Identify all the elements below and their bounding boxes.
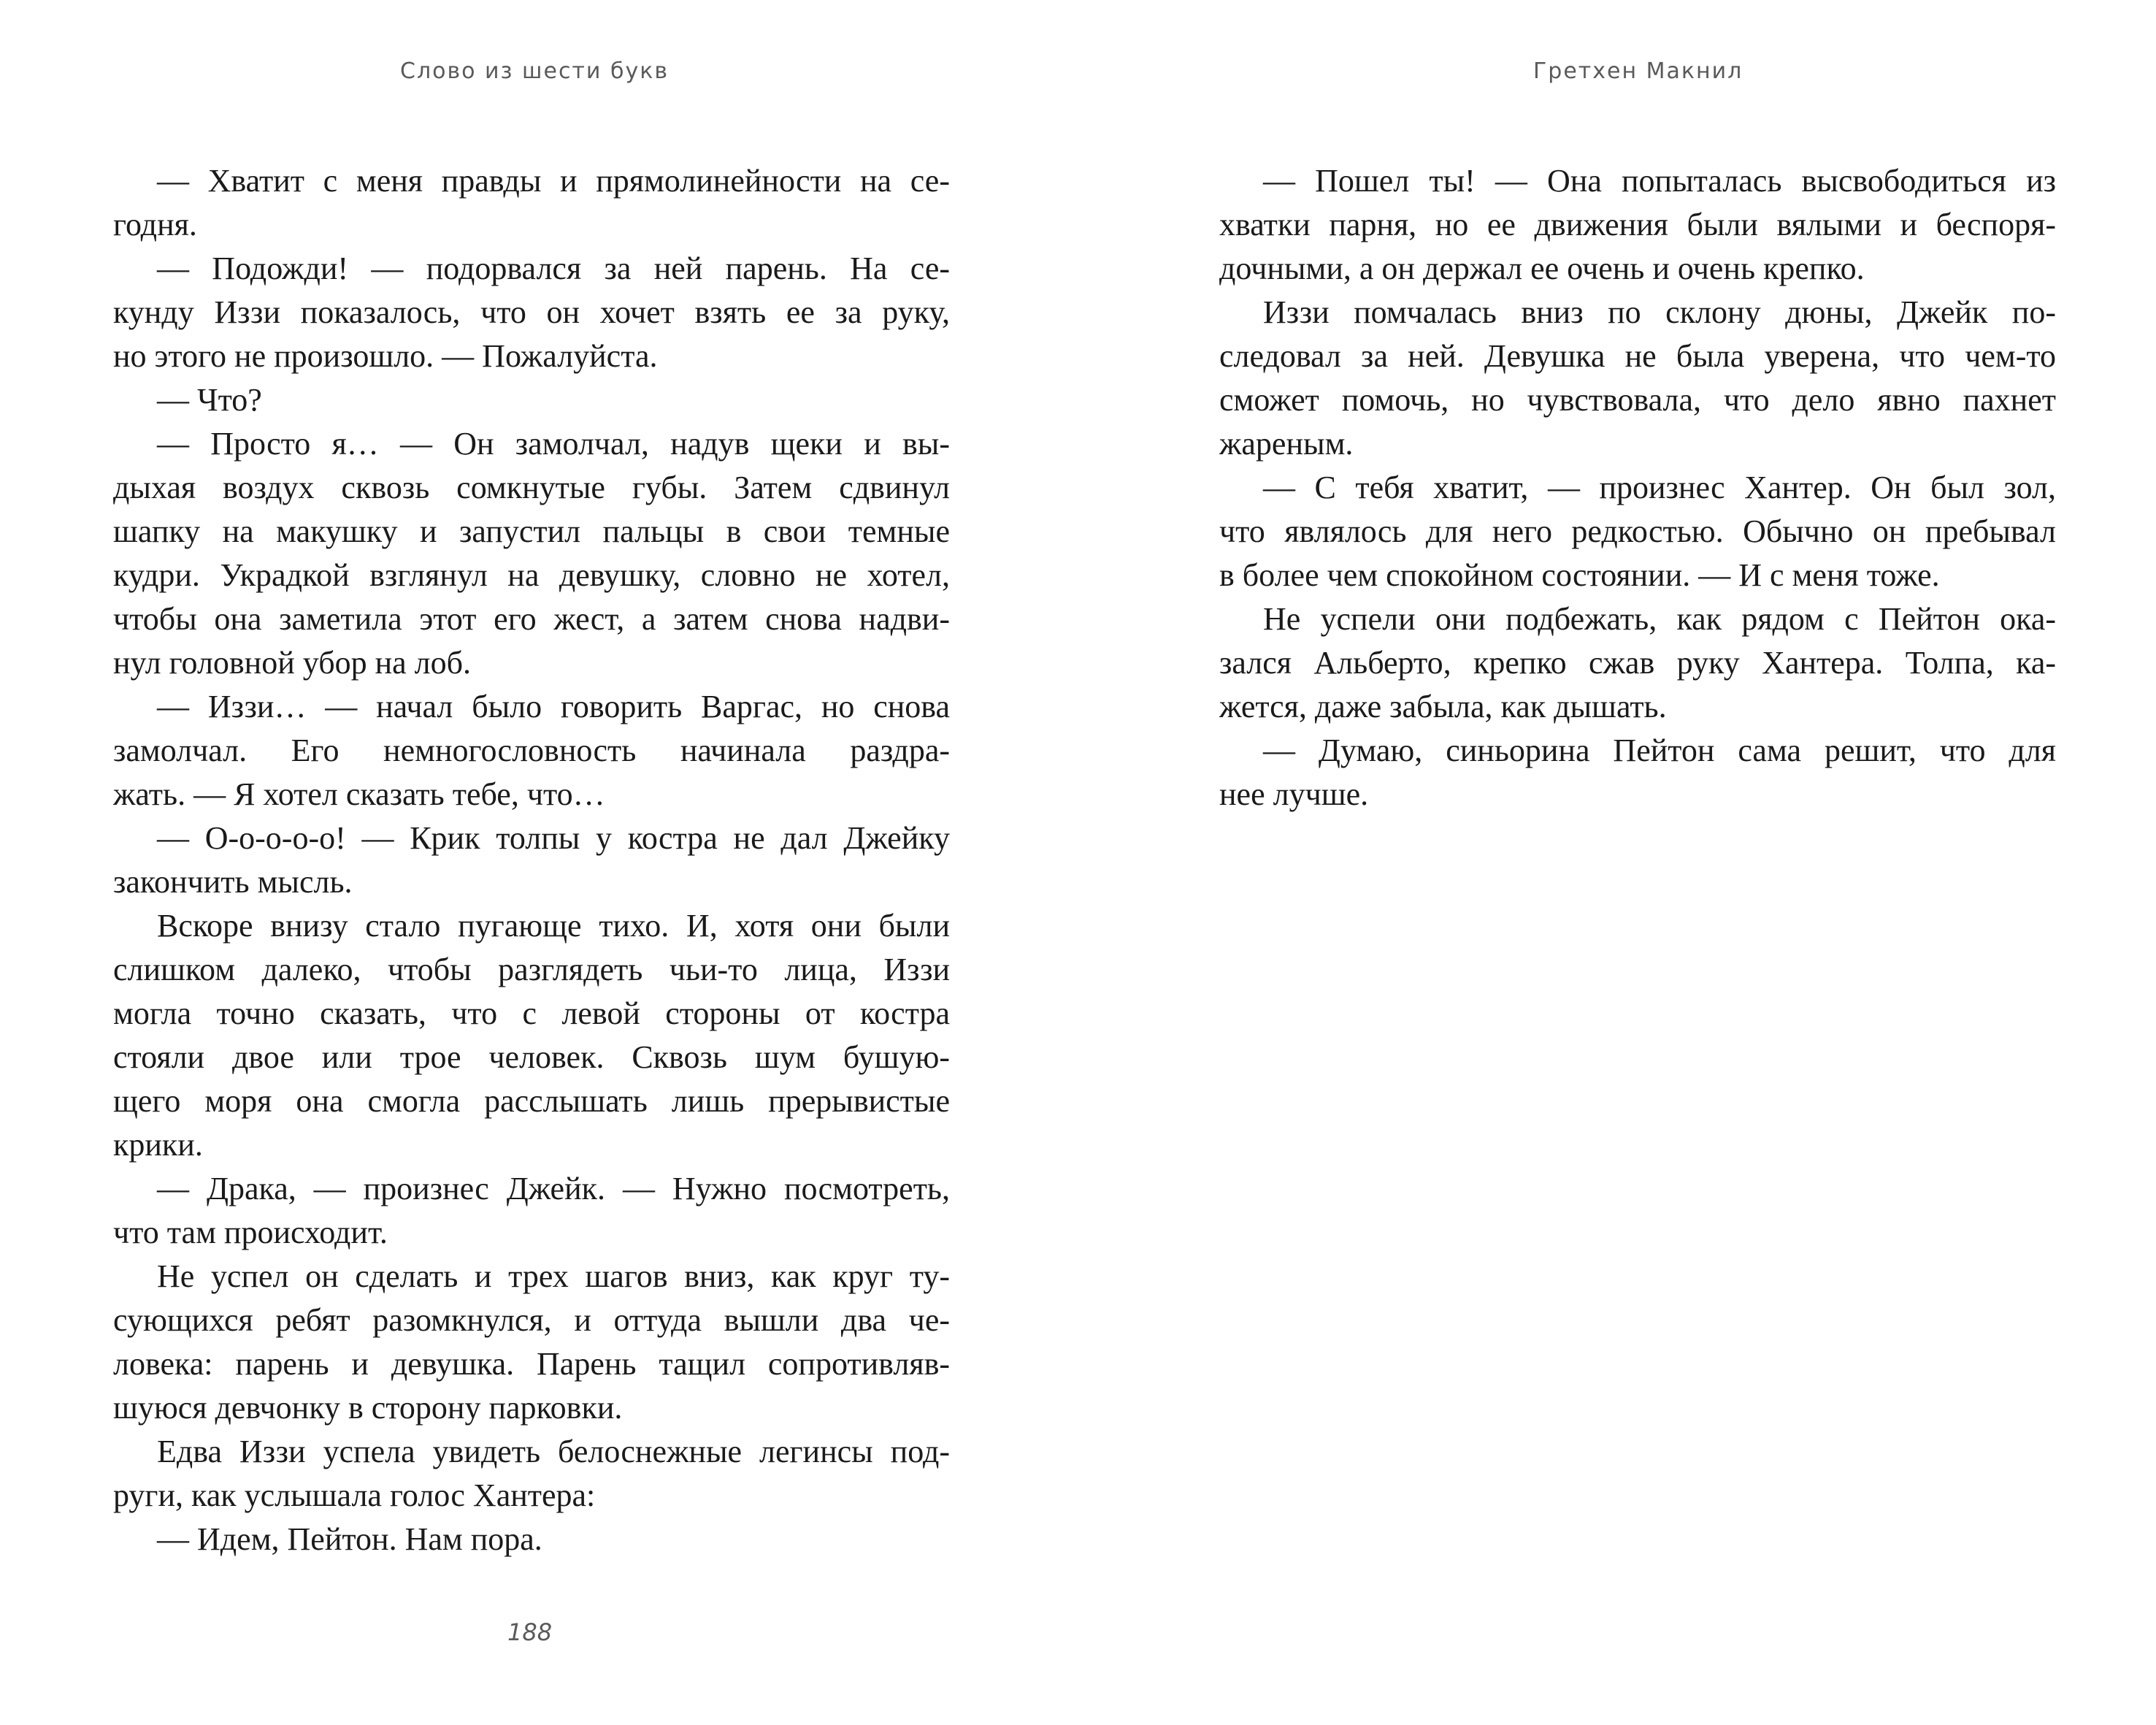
text-line: следовал за ней. Девушка не была уверена, что чем-то — [1219, 338, 2056, 374]
text-line: — Что? — [157, 382, 262, 418]
text-line: щего моря она смогла расслышать лишь прерывистые — [113, 1083, 950, 1119]
text-line: сможет помочь, но чувствовала, что дело явно пахнет — [1219, 382, 2056, 418]
text-line: чтобы она заметила этот его жест, а затем снова надви- — [113, 601, 950, 637]
text-line: жется, даже забыла, как дышать. — [1219, 689, 1667, 724]
running-head-author: Гретхен Макнил — [1533, 58, 1743, 84]
text-line: но этого не произошло. — Пожалуйста. — [113, 338, 658, 374]
text-line: слишком далеко, чтобы разглядеть чьи-то лица, Иззи — [113, 952, 950, 987]
text-line: кунду Иззи показалось, что он хочет взять ее за руку, — [113, 294, 950, 330]
text-line: шапку на макушку и запустил пальцы в свои темные — [113, 513, 950, 549]
right-page — [1078, 0, 2156, 1725]
text-line: что там происходит. — [113, 1215, 388, 1250]
right-page-body-text — [1219, 159, 2056, 816]
text-line: — О-о-о-о-о! — Крик толпы у костра не дал Джейку — [157, 820, 950, 856]
text-line: сующихся ребят разомкнулся, и оттуда вышли два че- — [113, 1302, 950, 1338]
text-line: — Думаю, синьорина Пейтон сама решит, что для — [1263, 733, 2056, 768]
text-line: — Идем, Пейтон. Нам пора. — [157, 1521, 542, 1557]
text-line: шуюся девчонку в сторону парковки. — [113, 1390, 623, 1426]
text-line: кудри. Украдкой взглянул на девушку, словно не хотел, — [113, 557, 950, 593]
text-line: — Хватит с меня правды и прямолинейности на се- — [157, 163, 950, 199]
text-line: Не успел он сделать и трех шагов вниз, как круг ту- — [157, 1258, 950, 1294]
text-line: дыхая воздух сквозь сомкнутые губы. Затем сдвинул — [113, 470, 950, 505]
text-line: зался Альберто, крепко сжав руку Хантера. Толпа, ка- — [1219, 645, 2056, 681]
text-line: Едва Иззи успела увидеть белоснежные легинсы под- — [157, 1434, 950, 1469]
text-line: — Иззи… — начал было говорить Варгас, но снова — [157, 689, 950, 724]
text-line: Не успели они подбежать, как рядом с Пейтон ока- — [1263, 601, 2056, 637]
text-line: — Просто я… — Он замолчал, надув щеки и вы- — [157, 426, 950, 462]
text-line: нее лучше. — [1219, 776, 1369, 812]
text-line: — Подожди! — подорвался за ней парень. На се- — [157, 250, 950, 286]
text-line: в более чем спокойном состоянии. — И с меня тоже. — [1219, 557, 1940, 593]
text-line: Вскоре внизу стало пугающе тихо. И, хотя они были — [157, 908, 950, 944]
text-line: — Пошел ты! — Она попыталась высвободиться из — [1263, 163, 2056, 199]
running-head-book-title: Слово из шести букв — [400, 58, 669, 84]
text-line: могла точно сказать, что с левой стороны от костра — [113, 995, 950, 1031]
text-line: жать. — Я хотел сказать тебе, что… — [113, 776, 605, 812]
text-line: ловека: парень и девушка. Парень тащил сопротивляв- — [113, 1346, 950, 1382]
text-line: стояли двое или трое человек. Сквозь шум бушую- — [113, 1039, 950, 1075]
text-line: крики. — [113, 1127, 203, 1163]
text-line: замолчал. Его немногословность начинала раздра- — [113, 733, 950, 768]
text-line: что являлось для него редкостью. Обычно он пребывал — [1219, 513, 2056, 549]
text-line: — С тебя хватит, — произнес Хантер. Он был зол, — [1263, 470, 2056, 505]
text-line: дочными, а он держал ее очень и очень крепко. — [1219, 250, 1865, 286]
text-line: — Драка, — произнес Джейк. — Нужно посмотреть, — [157, 1171, 950, 1206]
text-line: закончить мысль. — [113, 864, 353, 900]
text-line: нул головной убор на лоб. — [113, 645, 471, 681]
page-number: 188 — [507, 1618, 553, 1646]
left-page-body-text — [113, 159, 950, 1561]
text-line: жареным. — [1219, 426, 1354, 462]
text-line: хватки парня, но ее движения были вялыми и беспоря- — [1219, 207, 2056, 242]
text-line: Иззи помчалась вниз по склону дюны, Джейк по- — [1263, 294, 2056, 330]
text-line: годня. — [113, 207, 197, 242]
text-line: руги, как услышала голос Хантера: — [113, 1477, 596, 1513]
